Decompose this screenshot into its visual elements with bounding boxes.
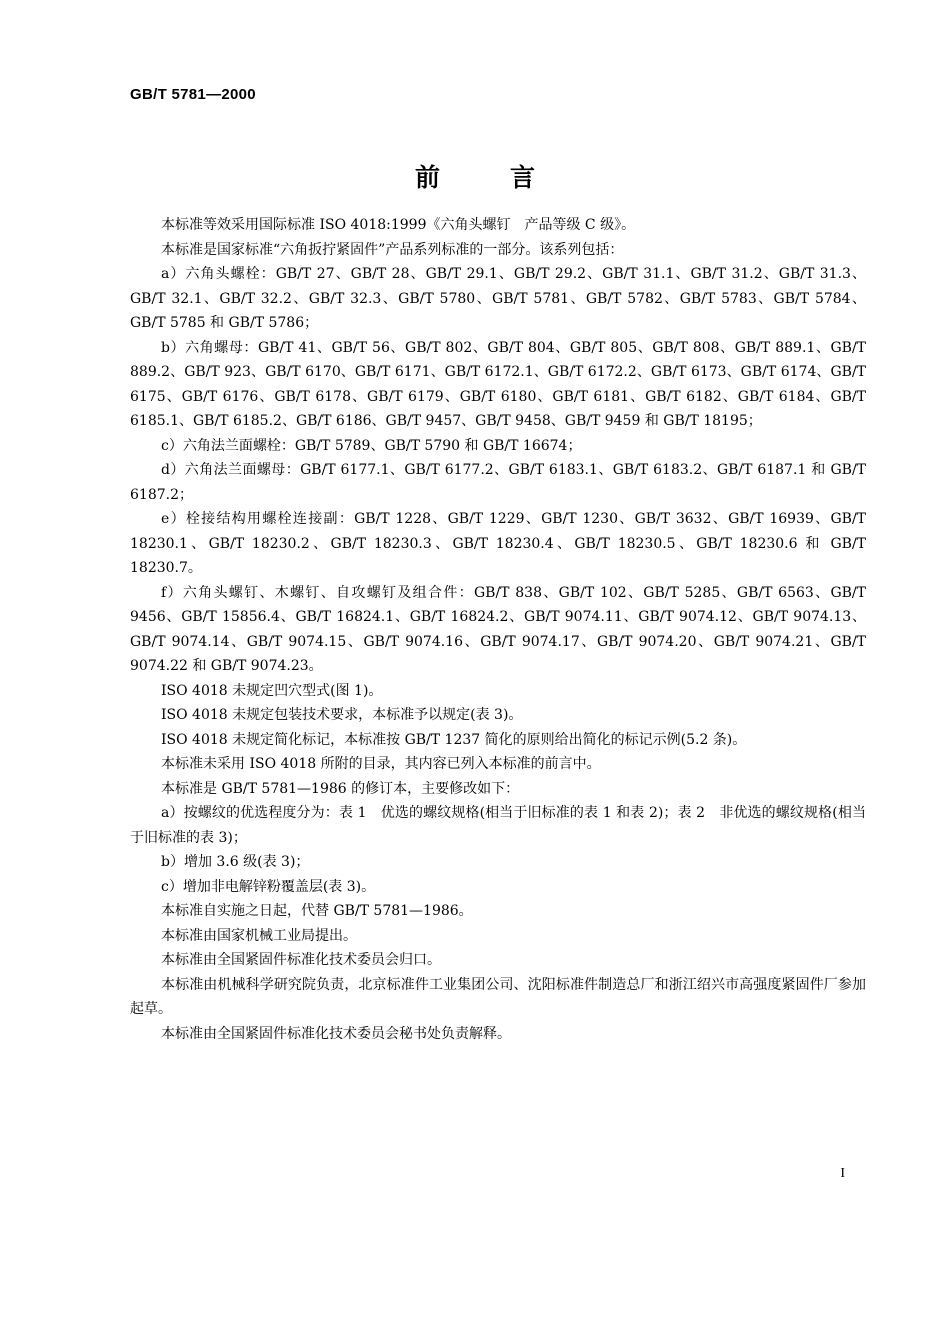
document-code: GB/T 5781—2000 — [130, 86, 256, 103]
list-item-a-hex-bolts: a）六角头螺栓：GB/T 27、GB/T 28、GB/T 29.1、GB/T 29.2、GB/T 31.1、GB/T 31.2、GB/T 31.3、GB/T 32.1、GB/T 32.2、GB/T 32.3、GB/T 5780、GB/T 5781、GB/T 5782、GB/T 5783、GB/T 5784、GB/T 5785 和 GB/T 5786； — [130, 266, 866, 331]
paragraph-series-intro: 本标准是国家标准“六角扳拧紧固件”产品系列标准的一部分。该系列包括： — [161, 241, 624, 258]
paragraph-recess: ISO 4018 未规定凹穴型式(图 1)。 — [161, 682, 383, 699]
list-item-revision-a: a）按螺纹的优选程度分为：表 1 优选的螺纹规格(相当于旧标准的表 1 和表 2)；表 2 非优选的螺纹规格(相当于旧标准的表 3)； — [130, 805, 866, 846]
paragraph-packaging: ISO 4018 未规定包装技术要求，本标准予以规定(表 3)。 — [161, 707, 523, 723]
paragraph-interpretation: 本标准由全国紧固件标准化技术委员会秘书处负责解释。 — [161, 1025, 511, 1042]
list-item-c-flange-bolts: c）六角法兰面螺栓：GB/T 5789、GB/T 5790 和 GB/T 16674； — [161, 437, 582, 454]
list-item-revision-b: b）增加 3.6 级(表 3)； — [161, 854, 310, 870]
list-item-d-flange-nuts: d）六角法兰面螺母：GB/T 6177.1、GB/T 6177.2、GB/T 6183.1、GB/T 6183.2、GB/T 6187.1 和 GB/T 6187.2； — [130, 462, 866, 503]
list-item-e-bolt-assemblies: e）栓接结构用螺栓连接副：GB/T 1228、GB/T 1229、GB/T 1230、GB/T 3632、GB/T 16939、GB/T 18230.1、GB/T 18230.2、GB/T 18230.3、GB/T 18230.4、GB/T 18230.5、GB/T 18230.6 和 GB/T 18230.7。 — [130, 511, 866, 576]
paragraph-revision: 本标准是 GB/T 5781—1986 的修订本，主要修改如下： — [161, 780, 520, 797]
paragraph-drafted-by: 本标准由机械科学研究院负责，北京标准件工业集团公司、沈阳标准件制造总厂和浙江绍兴市高强度紧固件厂参加起草。 — [130, 976, 866, 1017]
paragraph-proposed-by: 本标准由国家机械工业局提出。 — [161, 927, 357, 944]
paragraph-supersedes: 本标准自实施之日起，代替 GB/T 5781—1986。 — [161, 903, 473, 919]
paragraph-marking: ISO 4018 未规定简化标记，本标准按 GB/T 1237 简化的原则给出简化的标记示例(5.2 条)。 — [161, 731, 747, 748]
list-item-revision-c: c）增加非电解锌粉覆盖层(表 3)。 — [161, 878, 376, 895]
paragraph-contents: 本标准未采用 ISO 4018 所附的目录，其内容已列入本标准的前言中。 — [161, 756, 601, 772]
list-item-b-hex-nuts: b）六角螺母：GB/T 41、GB/T 56、GB/T 802、GB/T 804、GB/T 805、GB/T 808、GB/T 889.1、GB/T 889.2、GB/T 923、GB/T 6170、GB/T 6171、GB/T 6172.1、GB/T 6172.2、GB/T 6173、GB/T 6174、GB/T 6175、GB/T 6176、GB/T 6178、GB/T 6179、GB/T 6180、GB/T 6181、GB/T 6182、GB/T 6184、GB/T 6185.1、GB/T 6185.2、GB/T 6186、GB/T 9457、GB/T 9458、GB/T 9459 和 GB/T 18195； — [130, 339, 866, 429]
preface-body — [130, 213, 866, 1046]
page-number: I — [840, 1166, 845, 1181]
paragraph-centralized-by: 本标准由全国紧固件标准化技术委员会归口。 — [161, 952, 441, 968]
paragraph-adoption: 本标准等效采用国际标准 ISO 4018:1999《六角头螺钉 产品等级 C 级》。 — [161, 217, 636, 233]
page-title: 前言 — [414, 163, 605, 192]
list-item-f-screws: f）六角头螺钉、木螺钉、自攻螺钉及组合件：GB/T 838、GB/T 102、GB/T 5285、GB/T 6563、GB/T 9456、GB/T 15856.4、GB/T 16824.1、GB/T 16824.2、GB/T 9074.11、GB/T 9074.12、GB/T 9074.13、GB/T 9074.14、GB/T 9074.15、GB/T 9074.16、GB/T 9074.17、GB/T 9074.20、GB/T 9074.21、GB/T 9074.22 和 GB/T 9074.23。 — [130, 584, 866, 674]
